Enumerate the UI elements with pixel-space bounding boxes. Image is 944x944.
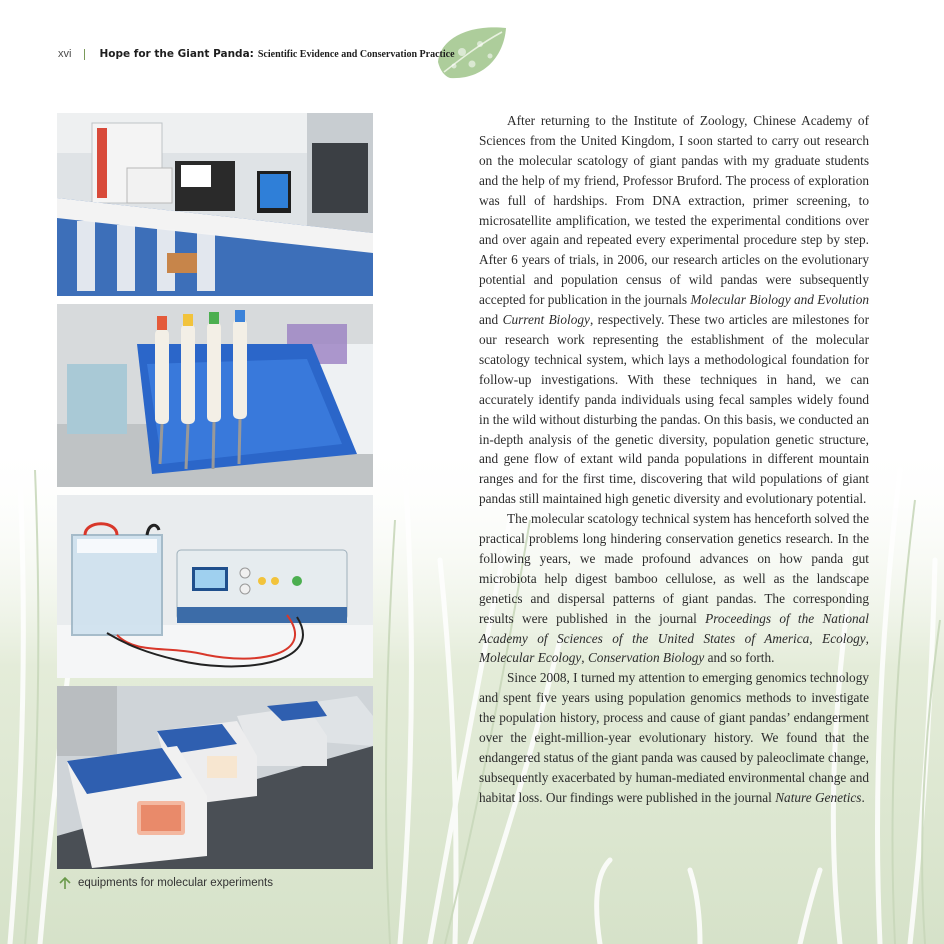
paragraph-3: Since 2008, I turned my attention to emerging genomics technology and spent five years using population genomics methods to investigate the population history, process and cause of giant pandas’ endangerment over the eight-million-year evolutionary history. We found that the endangered status of the giant panda was caused by paleoclimate change, subsequently exacerbated by human-mediated environmental change and habitat loss. Our findings were published in the journal Nature Genetics.	[479, 670, 869, 805]
header-divider	[84, 49, 85, 60]
journal-name: Ecology	[822, 630, 866, 646]
page-number: xvi	[58, 48, 72, 60]
paragraph-1: After returning to the Institute of Zoology, Chinese Academy of Sciences from the United Kingdom, I soon started to carry out research on the molecular scatology of giant pandas with my graduate students and the help of my friend, Professor Bruford. The process of exploration was full of hardships. From DNA extraction, primer screening, to microsatellite amplification, we tested the experimental conditions over and over again and repeated every experimental procedure step by step. After 6 years of trials, in 2006, our research articles on the evolutionary potential and population census of wild pandas were subsequently accepted for publication in the journals Molecular Biology and Evolution and Current Biology, respectively. These two articles are milestones for our research work representing the establishment of the molecular scatology technical system, which lays a methodological foundation for follow-up investigations. With these techniques in hand, we can accurately identify panda individuals using fecal samples widely found in the wild without disturbing the pandas. On this basis, we conducted an in-depth analysis of the genetic diversity, population genetic structure, and gene flow of extant wild panda populations in different mountain ranges and for the first time, discovering that wild populations of giant pandas still maintained high genetic diversity and evolutionary potential.	[479, 113, 870, 507]
running-header	[58, 44, 455, 64]
journal-name: Conservation Biology	[587, 650, 705, 666]
journal-name: Nature Genetics	[775, 789, 862, 805]
book-title: Hope for the Giant Panda:	[99, 48, 254, 60]
arrow-up-icon	[58, 876, 72, 890]
caption-text: equipments for molecular experiments	[78, 877, 273, 889]
journal-name: Molecular Ecology	[479, 650, 582, 666]
photo-lab-bench	[57, 113, 373, 296]
paragraph-2: The molecular scatology technical system has henceforth solved the practical problems long hindering conservation genetics research. In the following years, we made profound advances on how panda gut microbiota help digest bamboo cellulose, as well as the landscape genetics and dispersal patterns of giant pandas. The corresponding results were published in the journal Proceedings of the National Academy of Sciences of the United States of America, Ecology, Molecular Ecology, Conservation Biology and so forth.	[479, 511, 869, 666]
journal-name: Molecular Biology and Evolution	[690, 292, 869, 308]
photo-pipettes	[57, 304, 373, 487]
journal-name: Current Biology	[502, 312, 590, 328]
photo-electrophoresis	[57, 495, 373, 678]
book-subtitle: Scientific Evidence and Conservation Practice	[257, 48, 455, 60]
article-body	[479, 111, 869, 808]
photo-pcr-cyclers	[57, 686, 373, 869]
journal-name: Proceedings of the National Academy of Sciences of the United States of America	[479, 610, 869, 646]
figure-caption	[58, 876, 273, 890]
